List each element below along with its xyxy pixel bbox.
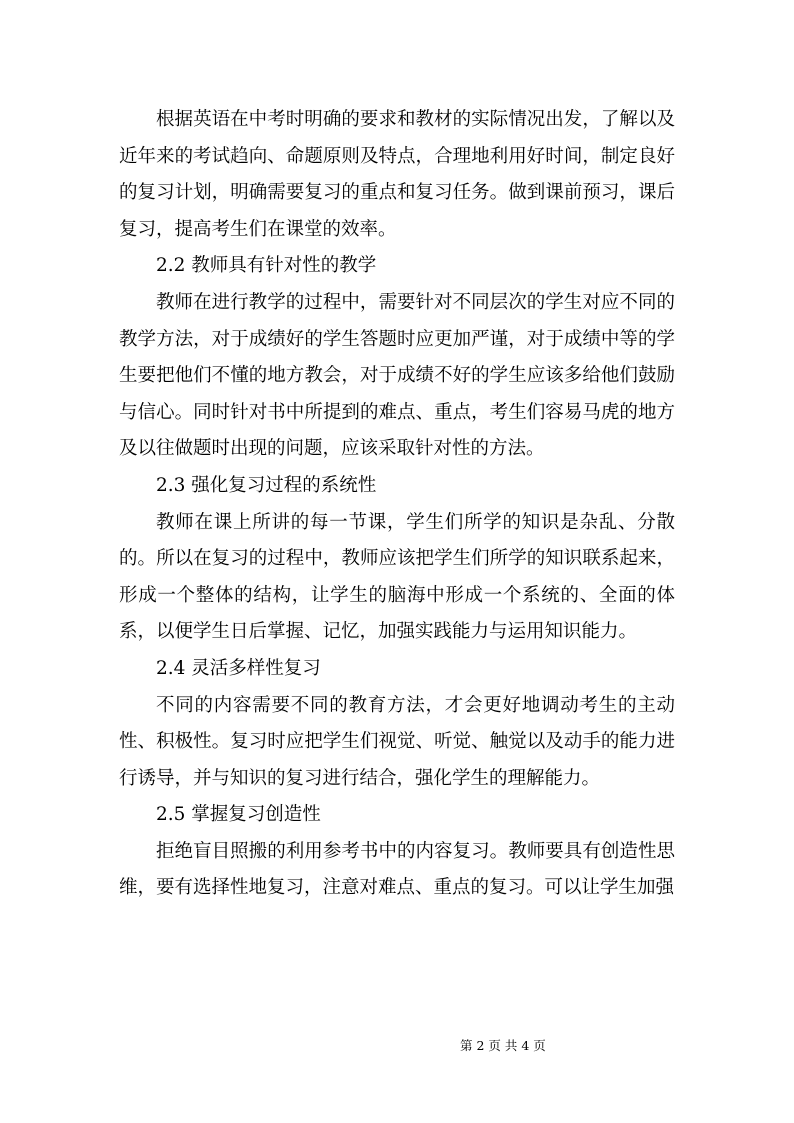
paragraph-intro: 根据英语在中考时明确的要求和教材的实际情况出发，了解以及近年来的考试趋向、命题原则及特点，合理地利用好时间，制定良好的复习计划，明确需要复习的重点和复习任务。做到课前预习，课后复习，提高考生们在课堂的效率。 <box>119 109 675 240</box>
page-number-label: 第 2 页 共 4 页 <box>460 1038 546 1053</box>
paragraph-2-2: 教师在进行教学的过程中，需要针对不同层次的学生对应不同的教学方法，对于成绩好的学生答题时应更加严谨，对于成绩中等的学生要把他们不懂的地方教会，对于成绩不好的学生应该多给他们鼓励与信心。同时针对书中所提到的难点、重点，考生们容易马虎的地方及以往做题时出现的问题，应该采取针对性的方法。 <box>119 291 675 460</box>
section-heading-2-2: 2.2 教师具有针对性的教学 <box>156 255 377 277</box>
paragraph-2-5: 拒绝盲目照搬的利用参考书中的内容复习。教师要具有创造性思维，要有选择性地复习，注意对难点、重点的复习。可以让学生加强 <box>119 840 675 899</box>
paragraph-2-3: 教师在课上所讲的每一节课，学生们所学的知识是杂乱、分散的。所以在复习的过程中，教师应该把学生们所学的知识联系起来，形成一个整体的结构，让学生的脑海中形成一个系统的、全面的体系，以便学生日后掌握、记忆，加强实践能力与运用知识能力。 <box>119 511 675 643</box>
document-body <box>119 102 675 907</box>
page-footer <box>0 1037 794 1055</box>
section-heading-2-4: 2.4 灵活多样性复习 <box>156 657 321 679</box>
section-heading-2-3: 2.3 强化复习过程的系统性 <box>156 474 377 496</box>
paragraph-2-4: 不同的内容需要不同的教育方法，才会更好地调动考生的主动性、积极性。复习时应把学生们视觉、听觉、触觉以及动手的能力进行诱导，并与知识的复习进行结合，强化学生的理解能力。 <box>119 694 675 789</box>
section-heading-2-5: 2.5 掌握复习创造性 <box>156 804 321 826</box>
